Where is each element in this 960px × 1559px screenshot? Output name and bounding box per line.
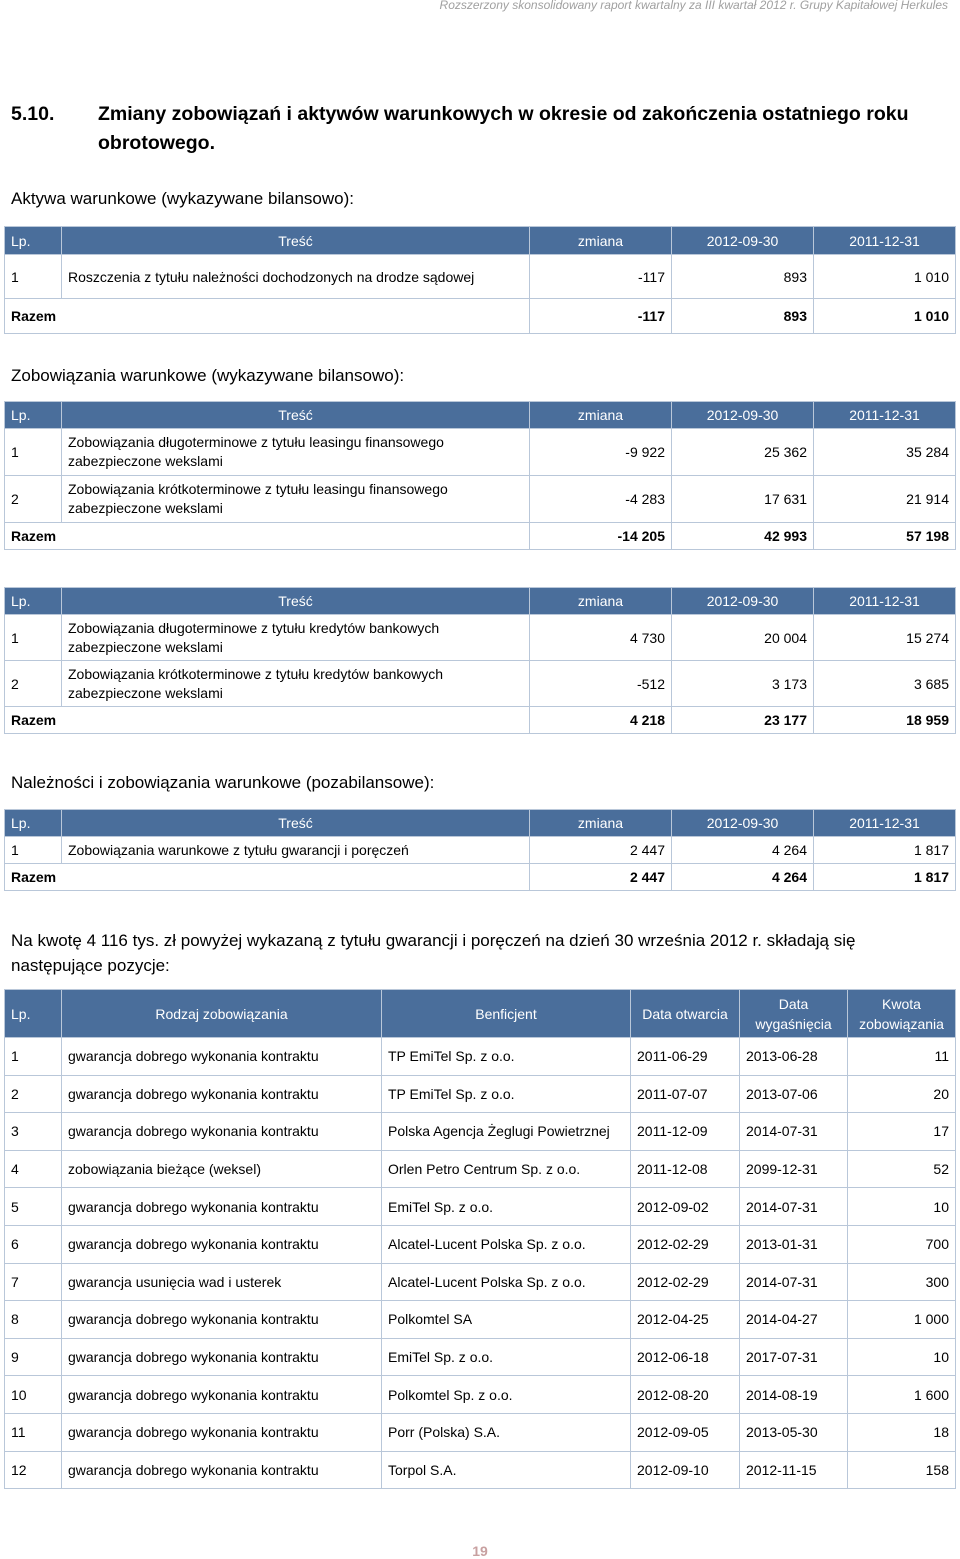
table-row	[5, 429, 956, 476]
table-row	[5, 837, 956, 864]
cell-data-otwarcia: 2011-07-07	[631, 1075, 740, 1113]
col-rodzaj: Rodzaj zobowiązania	[62, 990, 382, 1038]
col-tresc: Treść	[62, 402, 530, 429]
cell-tresc	[62, 661, 530, 707]
cell-data-otwarcia: 2011-12-09	[631, 1113, 740, 1151]
cell-beneficjent: Porr (Polska) S.A.	[382, 1413, 631, 1451]
cell-tresc	[62, 615, 530, 661]
guarantees-table	[4, 989, 956, 1489]
cell-date-1: 3 173	[672, 661, 814, 707]
col-tresc: Treść	[62, 810, 530, 837]
cell-rodzaj: gwarancja dobrego wykonania kontraktu	[62, 1188, 382, 1226]
cell-beneficjent: Torpol S.A.	[382, 1451, 631, 1489]
cell-rodzaj: gwarancja dobrego wykonania kontraktu	[62, 1113, 382, 1151]
cell-date-1: 4 264	[672, 837, 814, 864]
col-zmiana: zmiana	[530, 810, 672, 837]
cell-rodzaj: gwarancja dobrego wykonania kontraktu	[62, 1338, 382, 1376]
cell-data-otwarcia: 2012-09-02	[631, 1188, 740, 1226]
cell-rodzaj: gwarancja dobrego wykonania kontraktu	[62, 1376, 382, 1414]
cell-beneficjent: Alcatel-Lucent Polska Sp. z o.o.	[382, 1263, 631, 1301]
cell-kwota: 52	[848, 1150, 956, 1188]
cell-tresc-text: Zobowiązania krótkoterminowe z tytułu kredytów bankowych zabezpieczone wekslami	[68, 665, 444, 701]
page-number: 19	[472, 1543, 488, 1559]
cell-tresc	[62, 429, 530, 476]
cell-beneficjent: Polkomtel Sp. z o.o.	[382, 1376, 631, 1414]
col-tresc: Treść	[62, 227, 530, 255]
cell-rodzaj: zobowiązania bieżące (weksel)	[62, 1150, 382, 1188]
cell-lp: 5	[5, 1188, 62, 1226]
cell-tresc	[62, 476, 530, 523]
cell-beneficjent: Polkomtel SA	[382, 1301, 631, 1339]
table-header-row	[5, 990, 956, 1038]
col-date-1: 2012-09-30	[672, 810, 814, 837]
col-lp: Lp.	[5, 990, 62, 1038]
cell-data-wygasniecia: 2013-06-28	[740, 1038, 848, 1076]
cell-lp: 1	[5, 837, 62, 864]
cell-lp: 10	[5, 1376, 62, 1414]
col-lp: Lp.	[5, 588, 62, 615]
table-row	[5, 1075, 956, 1113]
cell-tresc-text: Zobowiązania długoterminowe z tytułu kredytów bankowych zabezpieczone wekslami	[68, 619, 440, 655]
table-row	[5, 1413, 956, 1451]
cell-beneficjent: TP EmiTel Sp. z o.o.	[382, 1038, 631, 1076]
cell-kwota: 10	[848, 1338, 956, 1376]
total-label: Razem	[5, 864, 530, 891]
cell-kwota: 17	[848, 1113, 956, 1151]
cell-data-wygasniecia: 2014-07-31	[740, 1113, 848, 1151]
table-header-row	[5, 810, 956, 837]
col-date-2: 2011-12-31	[814, 810, 956, 837]
cell-lp: 12	[5, 1451, 62, 1489]
cell-beneficjent: EmiTel Sp. z o.o.	[382, 1188, 631, 1226]
col-date-2: 2011-12-31	[814, 402, 956, 429]
table-row	[5, 255, 956, 299]
col-date-1: 2012-09-30	[672, 402, 814, 429]
cell-zmiana: 2 447	[530, 837, 672, 864]
total-row	[5, 864, 956, 891]
assets-heading: Aktywa warunkowe (wykazywane bilansowo):	[11, 189, 354, 208]
section-title	[11, 100, 951, 158]
leasing-table	[4, 401, 956, 550]
table-header-row	[5, 588, 956, 615]
table-row	[5, 1225, 956, 1263]
total-zmiana: 4 218	[530, 707, 672, 734]
credit-table	[4, 587, 956, 734]
cell-lp: 9	[5, 1338, 62, 1376]
col-date-2: 2011-12-31	[814, 227, 956, 255]
guarantees-intro: Na kwotę 4 116 tys. zł powyżej wykazaną z tytułu gwarancji i poręczeń na dzień 30 września 2012 r. składają się następujące pozycje:	[11, 931, 856, 975]
cell-kwota: 20	[848, 1075, 956, 1113]
cell-date-2: 1 817	[814, 837, 956, 864]
cell-zmiana: -4 283	[530, 476, 672, 523]
total-date-2: 18 959	[814, 707, 956, 734]
cell-lp: 6	[5, 1225, 62, 1263]
section-number: 5.10.	[11, 103, 55, 125]
cell-lp: 2	[5, 661, 62, 707]
cell-date-2: 1 010	[814, 255, 956, 299]
col-tresc: Treść	[62, 588, 530, 615]
total-date-1: 23 177	[672, 707, 814, 734]
cell-rodzaj: gwarancja dobrego wykonania kontraktu	[62, 1038, 382, 1076]
cell-tresc: Zobowiązania warunkowe z tytułu gwarancji i poręczeń	[62, 837, 530, 864]
total-zmiana: 2 447	[530, 864, 672, 891]
total-date-1: 42 993	[672, 523, 814, 550]
cell-beneficjent: Orlen Petro Centrum Sp. z o.o.	[382, 1150, 631, 1188]
col-zmiana: zmiana	[530, 402, 672, 429]
table-row	[5, 1376, 956, 1414]
cell-kwota: 18	[848, 1413, 956, 1451]
col-kwota: Kwota zobowiązania	[848, 990, 956, 1038]
total-label: Razem	[5, 523, 530, 550]
cell-data-otwarcia: 2012-02-29	[631, 1225, 740, 1263]
cell-kwota: 700	[848, 1225, 956, 1263]
cell-date-1: 25 362	[672, 429, 814, 476]
col-date-1: 2012-09-30	[672, 227, 814, 255]
col-lp: Lp.	[5, 810, 62, 837]
cell-lp: 7	[5, 1263, 62, 1301]
table-row	[5, 1263, 956, 1301]
cell-data-wygasniecia: 2099-12-31	[740, 1150, 848, 1188]
col-zmiana: zmiana	[530, 588, 672, 615]
cell-beneficjent: EmiTel Sp. z o.o.	[382, 1338, 631, 1376]
section-title-text: Zmiany zobowiązań i aktywów warunkowych w okresie od zakończenia ostatniego roku obrotowego.	[98, 103, 909, 154]
cell-lp: 8	[5, 1301, 62, 1339]
cell-data-wygasniecia: 2012-11-15	[740, 1451, 848, 1489]
total-row	[5, 523, 956, 550]
cell-data-otwarcia: 2011-06-29	[631, 1038, 740, 1076]
cell-rodzaj: gwarancja dobrego wykonania kontraktu	[62, 1451, 382, 1489]
cell-date-2: 3 685	[814, 661, 956, 707]
cell-data-wygasniecia: 2014-07-31	[740, 1188, 848, 1226]
col-beneficjent: Benficjent	[382, 990, 631, 1038]
total-date-2: 1 010	[814, 299, 956, 334]
col-zmiana: zmiana	[530, 227, 672, 255]
table-row	[5, 661, 956, 707]
cell-kwota: 1 000	[848, 1301, 956, 1339]
cell-lp: 2	[5, 1075, 62, 1113]
cell-data-wygasniecia: 2017-07-31	[740, 1338, 848, 1376]
cell-beneficjent: Polska Agencja Żeglugi Powietrznej	[382, 1113, 631, 1151]
cell-data-wygasniecia: 2013-05-30	[740, 1413, 848, 1451]
col-lp: Lp.	[5, 227, 62, 255]
cell-data-otwarcia: 2012-02-29	[631, 1263, 740, 1301]
total-zmiana: -14 205	[530, 523, 672, 550]
cell-kwota: 10	[848, 1188, 956, 1226]
cell-data-otwarcia: 2012-04-25	[631, 1301, 740, 1339]
liabilities-heading: Zobowiązania warunkowe (wykazywane bilansowo):	[11, 366, 405, 385]
cell-data-otwarcia: 2012-08-20	[631, 1376, 740, 1414]
cell-lp: 1	[5, 1038, 62, 1076]
cell-tresc-text: Zobowiązania krótkoterminowe z tytułu leasingu finansowego zabezpieczone wekslami	[68, 481, 448, 516]
cell-tresc: Roszczenia z tytułu należności dochodzonych na drodze sądowej	[62, 255, 530, 299]
cell-date-1: 17 631	[672, 476, 814, 523]
table-row	[5, 1301, 956, 1339]
cell-zmiana: -117	[530, 255, 672, 299]
table-header-row	[5, 402, 956, 429]
table-row	[5, 1150, 956, 1188]
table-row	[5, 1188, 956, 1226]
cell-date-1: 893	[672, 255, 814, 299]
guarantees-body	[5, 1038, 956, 1489]
cell-kwota: 158	[848, 1451, 956, 1489]
table-row	[5, 476, 956, 523]
cell-rodzaj: gwarancja dobrego wykonania kontraktu	[62, 1301, 382, 1339]
cell-kwota: 1 600	[848, 1376, 956, 1414]
cell-lp: 1	[5, 429, 62, 476]
cell-zmiana: -9 922	[530, 429, 672, 476]
offbalance-heading: Należności i zobowiązania warunkowe (pozabilansowe):	[11, 773, 435, 792]
col-lp: Lp.	[5, 402, 62, 429]
cell-date-2: 15 274	[814, 615, 956, 661]
cell-lp: 2	[5, 476, 62, 523]
cell-beneficjent: TP EmiTel Sp. z o.o.	[382, 1075, 631, 1113]
cell-rodzaj: gwarancja dobrego wykonania kontraktu	[62, 1225, 382, 1263]
offbalance-table	[4, 809, 956, 891]
cell-tresc-text: Zobowiązania długoterminowe z tytułu leasingu finansowego zabezpieczone wekslami	[68, 434, 444, 469]
table-row	[5, 1038, 956, 1076]
col-date-1: 2012-09-30	[672, 588, 814, 615]
cell-rodzaj: gwarancja usunięcia wad i usterek	[62, 1263, 382, 1301]
total-row	[5, 707, 956, 734]
total-row	[5, 299, 956, 334]
cell-beneficjent: Alcatel-Lucent Polska Sp. z o.o.	[382, 1225, 631, 1263]
cell-data-otwarcia: 2011-12-08	[631, 1150, 740, 1188]
cell-data-otwarcia: 2012-09-10	[631, 1451, 740, 1489]
assets-table	[4, 226, 956, 334]
col-date-2: 2011-12-31	[814, 588, 956, 615]
total-date-2: 57 198	[814, 523, 956, 550]
cell-lp: 3	[5, 1113, 62, 1151]
table-row	[5, 615, 956, 661]
cell-rodzaj: gwarancja dobrego wykonania kontraktu	[62, 1413, 382, 1451]
total-label: Razem	[5, 707, 530, 734]
total-date-2: 1 817	[814, 864, 956, 891]
cell-lp: 1	[5, 255, 62, 299]
col-data-otwarcia: Data otwarcia	[631, 990, 740, 1038]
cell-kwota: 11	[848, 1038, 956, 1076]
cell-zmiana: -512	[530, 661, 672, 707]
cell-date-1: 20 004	[672, 615, 814, 661]
col-data-wygasniecia: Data wygaśnięcia	[740, 990, 848, 1038]
total-date-1: 893	[672, 299, 814, 334]
running-header: Rozszerzony skonsolidowany raport kwartalny za III kwartał 2012 r. Grupy Kapitałowej Herkules	[439, 0, 948, 12]
cell-data-otwarcia: 2012-09-05	[631, 1413, 740, 1451]
cell-data-wygasniecia: 2014-04-27	[740, 1301, 848, 1339]
cell-lp: 4	[5, 1150, 62, 1188]
cell-data-wygasniecia: 2013-07-06	[740, 1075, 848, 1113]
total-zmiana: -117	[530, 299, 672, 334]
total-date-1: 4 264	[672, 864, 814, 891]
cell-rodzaj: gwarancja dobrego wykonania kontraktu	[62, 1075, 382, 1113]
total-label: Razem	[5, 299, 530, 334]
table-row	[5, 1338, 956, 1376]
cell-date-2: 35 284	[814, 429, 956, 476]
cell-data-otwarcia: 2012-06-18	[631, 1338, 740, 1376]
cell-lp: 11	[5, 1413, 62, 1451]
table-row	[5, 1113, 956, 1151]
cell-kwota: 300	[848, 1263, 956, 1301]
table-header-row	[5, 227, 956, 255]
cell-date-2: 21 914	[814, 476, 956, 523]
cell-data-wygasniecia: 2014-08-19	[740, 1376, 848, 1414]
cell-data-wygasniecia: 2014-07-31	[740, 1263, 848, 1301]
cell-zmiana: 4 730	[530, 615, 672, 661]
cell-lp: 1	[5, 615, 62, 661]
table-row	[5, 1451, 956, 1489]
cell-data-wygasniecia: 2013-01-31	[740, 1225, 848, 1263]
